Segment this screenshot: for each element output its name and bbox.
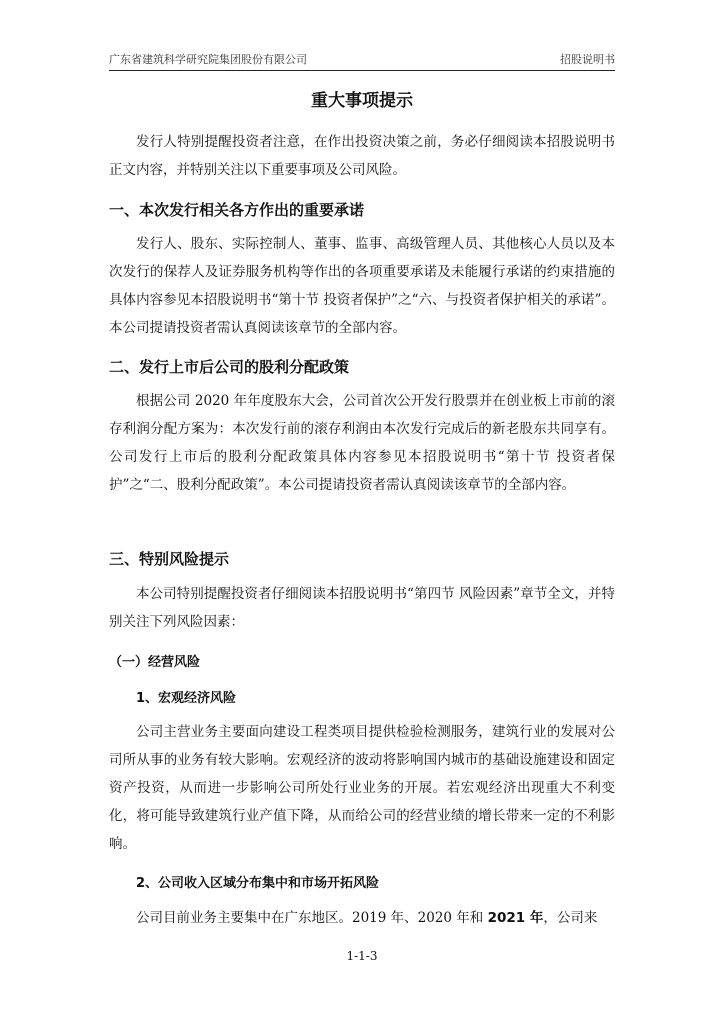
page-number: 1-1-3 xyxy=(346,949,378,963)
item-regional-risk-body-bold: 2021 年 xyxy=(487,910,544,926)
header-document-type: 招股说明书 xyxy=(560,53,615,66)
item-macro-risk-heading: 1、宏观经济风险 xyxy=(136,691,237,706)
section-1-body: 发行人、股东、实际控制人、董事、监事、高级管理人员、其他核心人员以及本次发行的保荐人及证券服务机构等作出的各项重要承诺及未能履行承诺的约束措施的具体内容参见本招股说明书“第十节 投资者保护”之“六、与投资者保护相关的承诺”。本公司提请投资者需认真阅读该章节的全部内容。 xyxy=(109,236,615,336)
item-regional-risk-heading: 2、公司收入区域分布集中和市场开拓风险 xyxy=(136,876,380,891)
item-macro-risk-body: 公司主营业务主要面向建设工程类项目提供检验检测服务，建筑行业的发展对公司所从事的业务有较大影响。宏观经济的波动将影响国内城市的基础设施建设和固定资产投资，从而进一步影响公司所处行业业务的开展。若宏观经济出现重大不利变化，将可能导致建筑行业产值下降，从而给公司的经营业绩的增长带来一定的不利影响。 xyxy=(109,724,615,852)
item-regional-risk-body xyxy=(109,904,615,932)
subsection-operating-risk-heading: （一）经营风险 xyxy=(109,655,201,670)
section-1-heading: 一、本次发行相关各方作出的重要承诺 xyxy=(109,201,365,219)
page-title: 重大事项提示 xyxy=(311,91,413,111)
section-3-body: 本公司特别提醒投资者仔细阅读本招股说明书“第四节 风险因素”章节全文，并特别关注下列风险因素： xyxy=(109,586,615,630)
section-2-body: 根据公司 2020 年年度股东大会，公司首次公开发行股票并在创业板上市前的滚存利润分配方案为：本次发行前的滚存利润由本次发行完成后的新老股东共同享有。公司发行上市后的股利分配政策具体内容参见本招股说明书“第十节 投资者保护”之“二、股利分配政策”。本公司提请投资者需认真阅读该章节的全部内容。 xyxy=(109,393,615,493)
section-2-heading: 二、发行上市后公司的股利分配政策 xyxy=(109,358,350,376)
item-regional-risk-body-start: 公司目前业务主要集中在广东地区。2019 年、2020 年和 xyxy=(136,910,488,926)
intro-paragraph: 发行人特别提醒投资者注意，在作出投资决策之前，务必仔细阅读本招股说明书正文内容，并特别关注以下重要事项及公司风险。 xyxy=(109,134,615,178)
item-regional-risk-body-end: ，公司来 xyxy=(543,910,598,926)
section-3-heading: 三、特别风险提示 xyxy=(109,550,230,568)
header-company-name: 广东省建筑科学研究院集团股份有限公司 xyxy=(109,53,307,66)
page-header xyxy=(109,52,615,71)
